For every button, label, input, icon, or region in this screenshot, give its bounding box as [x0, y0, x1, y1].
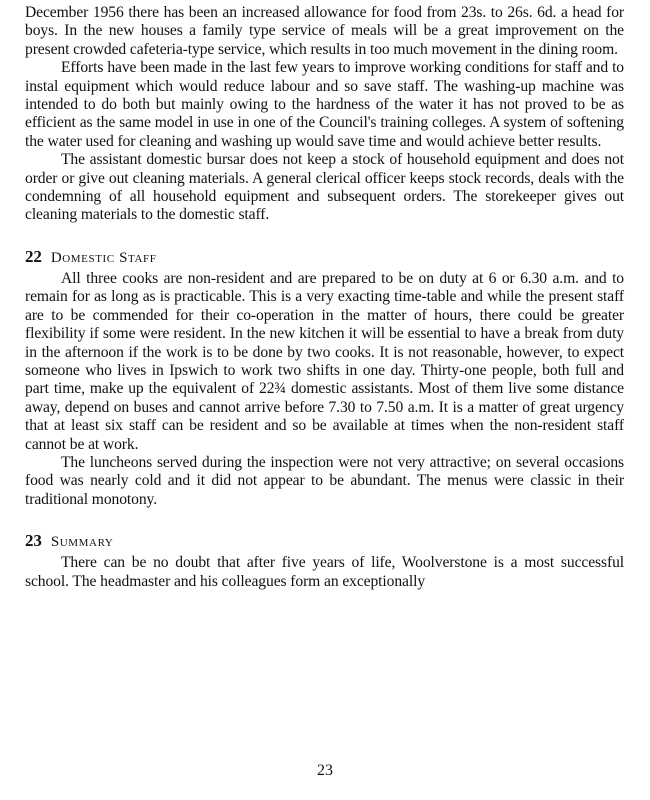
- paragraph-food-allowance: December 1956 there has been an increased allowance for food from 23s. to 26s. 6d. a head for boys. In the new houses a family type service of meals will be a great improvement on the present crowded cafeteria-type service, which results in too much movement in the dining room.: [25, 4, 624, 58]
- paragraph-luncheons: The luncheons served during the inspection were not very attractive; on several occasions food was nearly cold and it did not appear to be abundant. The menus were classic in their traditional monotony.: [25, 453, 624, 508]
- section-heading-22: [25, 247, 624, 268]
- section-title: Summary: [50, 534, 114, 551]
- document-page: [25, 4, 624, 591]
- paragraph-summary: There can be no doubt that after five years of life, Woolverstone is a most successful school. The headmaster and his colleagues form an exceptionally: [25, 554, 624, 590]
- section-heading-23: [25, 531, 624, 552]
- section-title: Domestic Staff: [50, 249, 157, 266]
- page-number: 23: [317, 762, 333, 779]
- paragraph-working-conditions: Efforts have been made in the last few years to improve working conditions for staff and to instal equipment which would reduce labour and so save staff. The washing-up machine was intended to do both but mainly owing to the hardness of the water it has not proved to be as efficient as the same model in use in one of the Council's training colleges. A system of softening the water used for cleaning and washing up would save time and would achieve better results.: [25, 59, 624, 150]
- paragraph-cooks: All three cooks are non-resident and are prepared to be on duty at 6 or 6.30 a.m. and to remain for as long as is practicable. This is a very exacting time-table and while the present staff are to be commended for their co-operation in the matter of hours, there could be greater flexibility if some were resident. In the new kitchen it will be essential to have a break from duty in the afternoon if the work is to be done by two cooks. It is not reasonable, however, to expect someone who lives in Ipswich to work two shifts in one day. Thirty-one people, both full and part time, make up the equivalent of 22¾ domestic assistants. Most of them live some distance away, depend on buses and cannot arrive before 7.30 to 7.50 a.m. It is a matter of great urgency that at least six staff can be resident and so be available at times when the non-resident staff cannot be at work.: [25, 269, 624, 453]
- section-number: 23: [25, 531, 42, 551]
- paragraph-household-equipment: The assistant domestic bursar does not keep a stock of household equipment and does not order or give out cleaning materials. A general clerical officer keeps stock records, deals with the condemning of all household equipment and subsequent orders. The storekeeper gives out cleaning materials to the domestic staff.: [25, 151, 624, 224]
- section-number: 22: [25, 246, 42, 266]
